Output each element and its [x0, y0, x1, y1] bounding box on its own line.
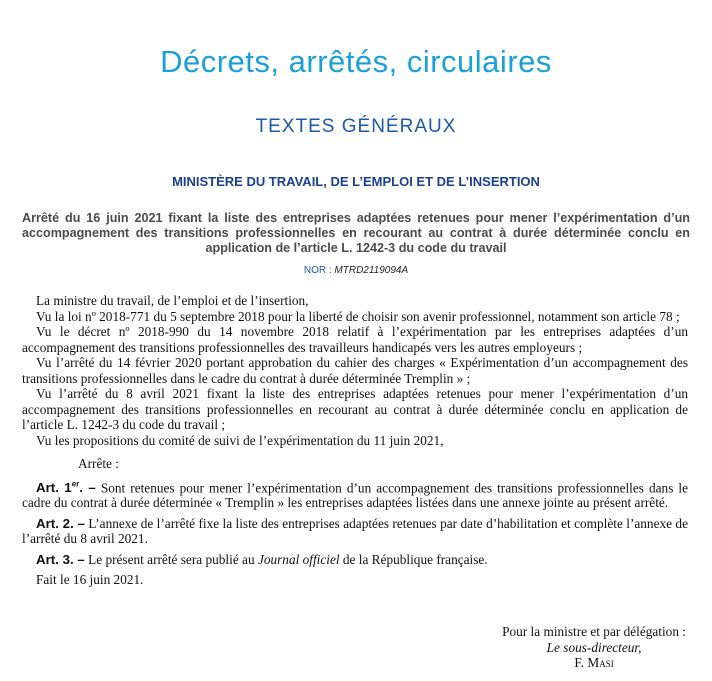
arrete-line: Arrête : — [78, 456, 119, 471]
article-1 — [22, 477, 688, 511]
visa-paragraph: Vu les propositions du comité de suivi de l’expérimentation du 11 juin 2021, — [36, 432, 444, 448]
article-3-label: Art. 3. – — [36, 551, 85, 567]
visa-paragraph: Vu le décret nº 2018-990 du 14 novembre 2018 relatif à l’expérimentation par les entreprises adaptées d’un accompagnement des transitions professionnelles des travailleurs handicapés vers les autres employeurs ; — [22, 324, 688, 355]
decree-title: Arrêté du 16 juin 2021 fixant la liste des entreprises adaptées retenues pour mener l’expérimentation d’un accompagnement des transitions professionnelles en recourant au contrat à durée déterminée conclu en application de l’article L. 1242-3 du code du travail — [22, 211, 690, 255]
signature-block — [502, 624, 686, 671]
article-2 — [22, 516, 688, 547]
nor-reference — [0, 265, 712, 276]
article-2-label: Art. 2. – — [36, 515, 85, 531]
decree-body — [22, 293, 688, 588]
nor-code: MTRD2119094A — [334, 265, 409, 276]
intro-line: La ministre du travail, de l’emploi et de l’insertion, — [36, 293, 309, 308]
article-1-text: Sont retenues pour mener l’expérimentation d’un accompagnement des transitions professionnelles dans le cadre du contrat à durée déterminée « Tremplin » les entreprises adaptées listées dans une annexe jointe au présent arrêté. — [22, 479, 689, 511]
nor-label: NOR : — [303, 265, 332, 276]
visa-paragraph: Vu l’arrêté du 8 avril 2021 fixant la liste des entreprises adaptées retenues pour mener l’expérimentation d’un accompagnement des transitions professionnelles en recourant au contrat à durée déterminée conclu en application de l’article L. 1242-3 du code du travail ; — [22, 386, 688, 432]
article-1-label: Art. 1er. – — [36, 479, 96, 495]
journal-officiel: Journal officiel — [257, 551, 340, 567]
signature-delegation: Pour la ministre et par délégation : — [502, 624, 686, 639]
page-headline: Décrets, arrêtés, circulaires — [160, 44, 552, 79]
section-title: TEXTES GÉNÉRAUX — [255, 116, 457, 137]
article-2-text: L’annexe de l’arrêté fixe la liste des entreprises adaptées retenues par date d’habilitation et complète l’annexe de l’arrêté du 8 avril 2021. — [22, 515, 688, 547]
fait-line: Fait le 16 juin 2021. — [36, 572, 144, 588]
visa-paragraph: Vu la loi nº 2018-771 du 5 septembre 2018 pour la liberté de choisir son avenir professionnel, notamment son article 78 ; — [36, 308, 680, 324]
visa-paragraph: Vu l’arrêté du 14 février 2020 portant approbation du cahier des charges « Expérimentation d’un accompagnement des transitions professionnelles dans le cadre du contrat à durée déterminée Tremplin » ; — [22, 355, 688, 386]
signature-name: F. Masi — [574, 655, 614, 670]
signature-role: Le sous-directeur, — [546, 639, 642, 655]
article-3: Art. 3. – Le présent arrêté sera publié au Journal officiel de la République française. — [36, 551, 488, 567]
ministry-name: MINISTÈRE DU TRAVAIL, DE L’EMPLOI ET DE L’INSERTION — [172, 174, 540, 189]
